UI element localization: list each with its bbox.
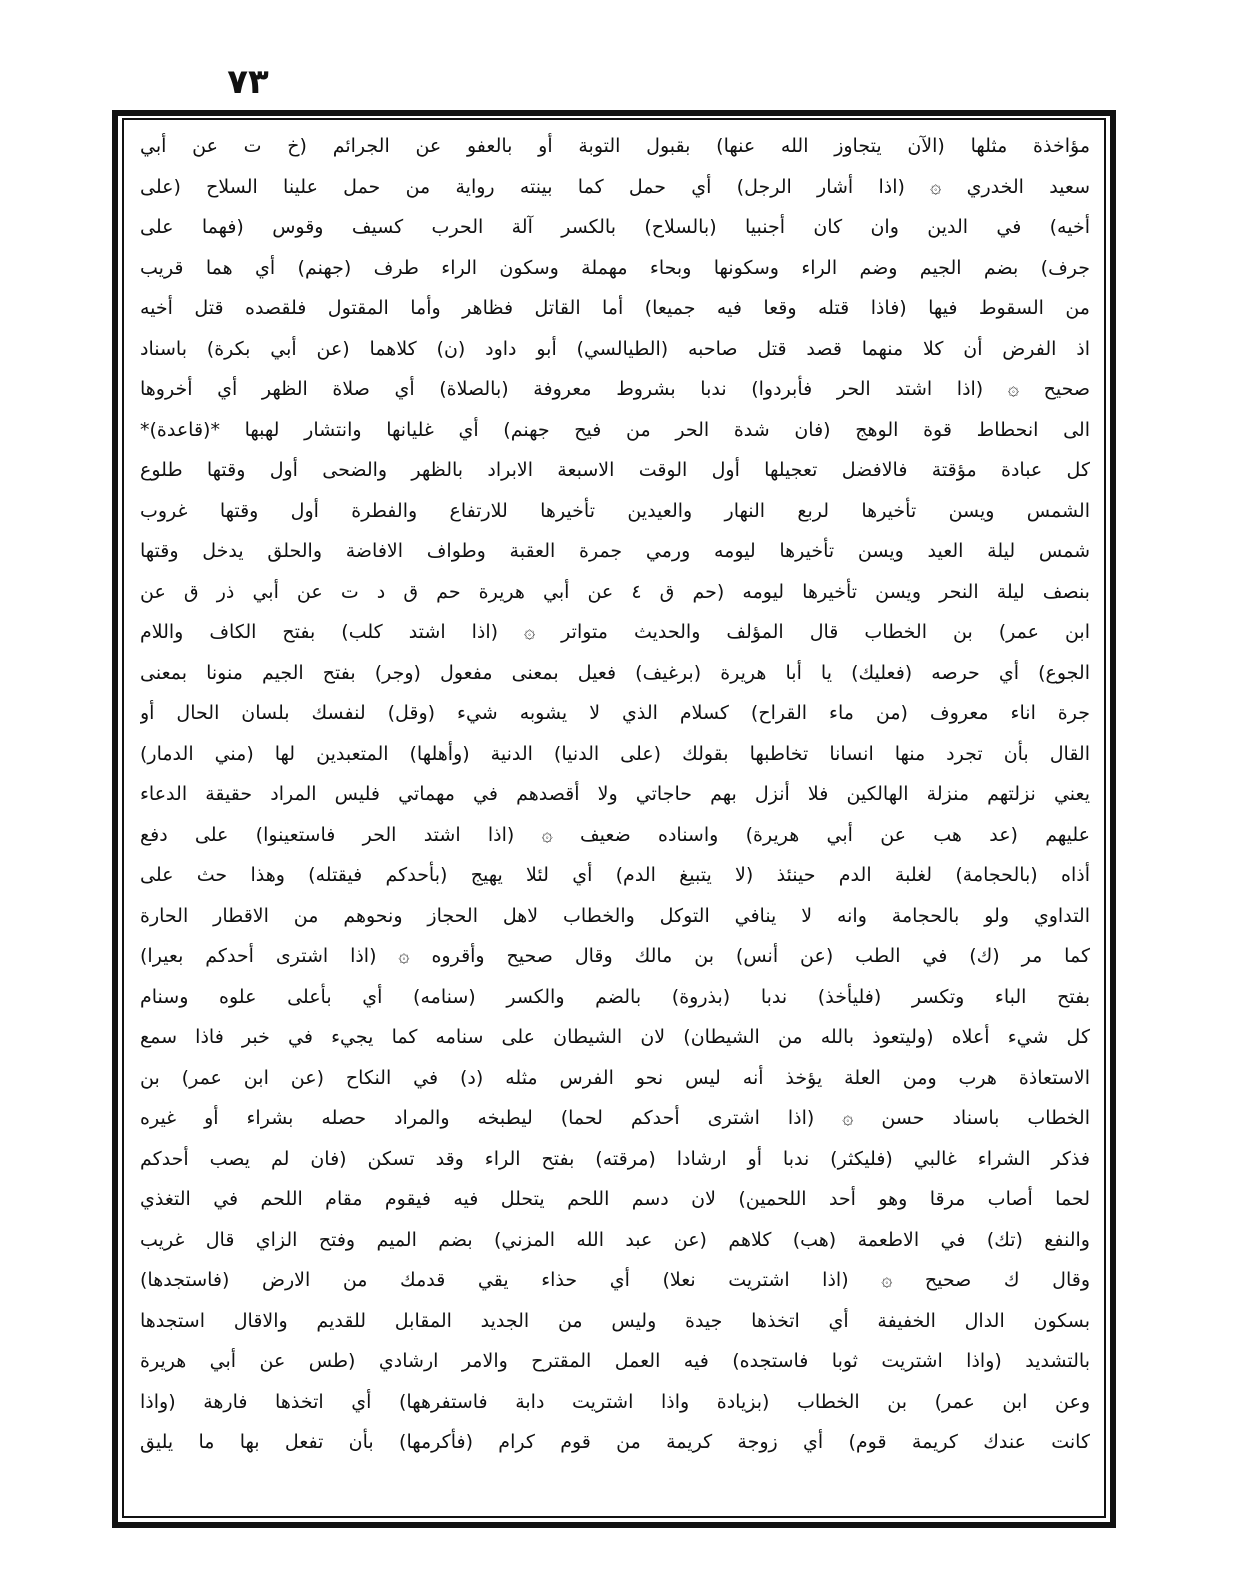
text-line: والنفع (تك) في الاطعمة (هب) كلاهم (عن عبد الله المزني) بضم الميم وفتح الزاي قال غريب — [140, 1228, 1090, 1251]
text-line: الشمس ويسن تأخيرها لربع النهار والعيدين تأخيرها للارتفاع والفطرة أول وقتها غروب — [140, 499, 1090, 522]
text-line: جرة اناء معروف (من ماء القراح) كسلام الذي لا يشوبه شيء (وقل) لنفسك بلسان الحال أو — [140, 702, 1090, 724]
text-line: وعن ابن عمر) بن الخطاب (بزيادة واذا اشتريت دابة فاستفرهها) أي اتخذها فارهة (واذا — [140, 1390, 1090, 1413]
body-text — [140, 126, 1090, 1506]
text-line: كل شيء أعلاه (وليتعوذ بالله من الشيطان) لان الشيطان على سنامه كما يجيء في خبر فاذا سمع — [140, 1026, 1090, 1048]
text-line: الاستعاذة هرب ومن العلة يؤخذ أنه ليس نحو الفرس مثله (د) في النكاح (عن ابن عمر) بن — [140, 1066, 1090, 1089]
text-line — [140, 1463, 1090, 1504]
text-line: أخيه) في الدين وان كان أجنبيا (بالسلاح) بالكسر آلة الحرب كسيف وقوس (فهما على — [140, 216, 1090, 238]
text-line: صحيح ۞ (اذا اشتد الحر فأبردوا) ندبا بشروط معروفة (بالصلاة) أي صلاة الظهر أي أخروها — [140, 378, 1090, 400]
text-line: لحما أصاب مرقا وهو أحد اللحمين) لان دسم اللحم يتحلل فيه فيقوم مقام اللحم في التغذي — [140, 1188, 1090, 1210]
text-line: سعيد الخدري ۞ (اذا أشار الرجل) أي حمل كما بينته رواية من حمل علينا السلاح (على — [140, 175, 1090, 198]
text-line: شمس ليلة العيد ويسن تأخيرها ليومه ورمي جمرة العقبة وطواف الافاضة والحلق يدخل وقتها — [140, 540, 1090, 562]
text-line: وقال ك صحيح ۞ (اذا اشتريت نعلا) أي حذاء يقي قدمك من الارض (فاستجدها) — [140, 1269, 1090, 1291]
text-line: بالتشديد (واذا اشتريت ثوبا فاستجده) فيه العمل المقترح والامر ارشادي (طس عن أبي هريرة — [140, 1350, 1090, 1372]
text-line: أذاه (بالحجامة) لغلبة الدم حينئذ (لا يتبيغ الدم) أي لئلا يهيج (بأحدكم فيقتله) وهذا حث على — [140, 864, 1090, 886]
text-line: التداوي ولو بالحجامة وانه لا ينافي التوكل والخطاب لاهل الحجاز ونحوهم من الاقطار الحارة — [140, 904, 1090, 927]
text-line: الجوع) أي حرصه (فعليك) يا أبا هريرة (برغيف) فعيل بمعنى مفعول (وجر) بفتح الجيم منونا بمعنى — [140, 661, 1090, 684]
text-line: بفتح الباء وتكسر (فليأخذ) ندبا (بذروة) بالضم والكسر (سنامه) أي بأعلى علوه وسنام — [140, 985, 1090, 1008]
text-line: القال بأن تجرد منها انسانا تخاطبها بقولك (على الدنيا) الدنية (وأهلها) المتعبدين لها (مني الدمار) — [140, 742, 1090, 765]
text-line: الخطاب باسناد حسن ۞ (اذا اشترى أحدكم لحما) ليطبخه والمراد حصله بشراء أو غيره — [140, 1107, 1090, 1129]
text-line: بنصف ليلة النحر ويسن تأخيرها ليومه (حم ق ٤ عن أبي هريرة حم ق د ت عن أبي ذر ق عن — [140, 580, 1090, 603]
text-line: يعني نزلتهم منزلة الهالكين فلا أنزل بهم حاجاتي ولا أقصدهم في مهماتي فليس المراد حقيقة الدعاء — [140, 783, 1090, 805]
page-number: ٧٣ — [227, 62, 269, 102]
text-line: كل عبادة مؤقتة فالافضل تعجيلها أول الوقت الاسبعة الابراد بالظهر والضحى أول وقتها طلوع — [140, 459, 1090, 481]
text-line: بسكون الدال الخفيفة أي اتخذها جيدة وليس من الجديد المقابل للقديم والاقال استجدها — [140, 1309, 1090, 1332]
text-line: ابن عمر) بن الخطاب قال المؤلف والحديث متواتر ۞ (اذا اشتد كلب) بفتح الكاف واللام — [140, 621, 1090, 643]
text-line: كما مر (ك) في الطب (عن أنس) بن مالك وقال صحيح وأقروه ۞ (اذا اشترى أحدكم بعيرا) — [140, 945, 1090, 967]
text-line: من السقوط فيها (فاذا قتله وقعا فيه جميعا) أما القاتل فظاهر وأما المقتول فلقصده قتل أخيه — [140, 297, 1090, 319]
text-line: فذكر الشراء غالبي (فليكثر) ندبا أو ارشادا (مرقته) بفتح الراء وقد تسكن (فان لم يصب أحدكم — [140, 1147, 1090, 1170]
text-line: جرف) بضم الجيم وضم الراء وسكونها وبحاء مهملة وسكون الراء طرف (جهنم) أي هما قريب — [140, 256, 1090, 279]
text-line: عليهم (عد هب عن أبي هريرة) واسناده ضعيف ۞ (اذا اشتد الحر فاستعينوا) على دفع — [140, 823, 1090, 846]
text-line: مؤاخذة مثلها (الآن يتجاوز الله عنها) بقبول التوبة أو بالعفو عن الجرائم (خ ت عن أبي — [140, 135, 1090, 157]
text-line: الى انحطاط قوة الوهج (فان شدة الحر من فيح جهنم) أي غليانها وانتشار لهبها *(قاعدة)* — [140, 418, 1090, 441]
text-line: اذ الفرض أن كلا منهما قصد قتل صاحبه (الطيالسي) أبو داود (ن) كلاهما (عن أبي بكرة) باسناد — [140, 337, 1090, 360]
text-line: كانت عندك كريمة قوم) أي زوجة كريمة من قوم كرام (فأكرمها) بأن تفعل بها ما يليق — [140, 1431, 1090, 1453]
